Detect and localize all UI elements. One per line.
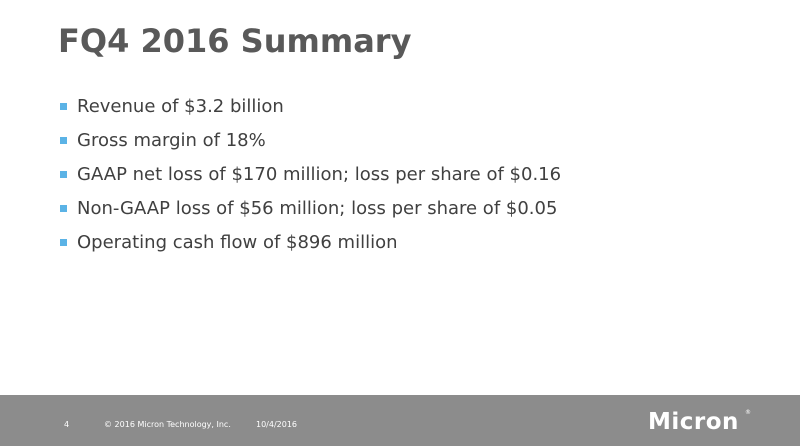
bullet-item-gaap-loss: [60, 162, 561, 196]
bullet-square-icon: [60, 205, 67, 212]
footer-bar: [0, 395, 800, 446]
slide-title: FQ4 2016 Summary: [58, 22, 412, 60]
bullet-square-icon: [60, 171, 67, 178]
copyright-text: © 2016 Micron Technology, Inc.: [104, 420, 231, 429]
page-number: 4: [64, 420, 70, 429]
bullet-text: GAAP net loss of $170 million; loss per share of $0.16: [77, 164, 562, 185]
bullet-square-icon: [60, 137, 67, 144]
bullet-text: Gross margin of 18%: [77, 130, 266, 151]
bullet-square-icon: [60, 239, 67, 246]
logo-text: Micron: [648, 409, 739, 435]
footer-date: 10/4/2016: [256, 420, 298, 429]
micron-logo: [648, 405, 751, 439]
bullet-item-gross-margin: [60, 128, 561, 162]
bullet-item-non-gaap-loss: [60, 196, 561, 230]
bullet-text: Operating cash flow of $896 million: [77, 232, 398, 253]
bullet-text: Non-GAAP loss of $56 million; loss per share of $0.05: [77, 198, 558, 219]
bullet-text: Revenue of $3.2 billion: [77, 96, 284, 117]
logo-trademark: ®: [745, 409, 751, 416]
bullet-list: [60, 94, 561, 264]
bullet-square-icon: [60, 103, 67, 110]
bullet-item-revenue: [60, 94, 561, 128]
bullet-item-operating-cash-flow: [60, 230, 561, 264]
